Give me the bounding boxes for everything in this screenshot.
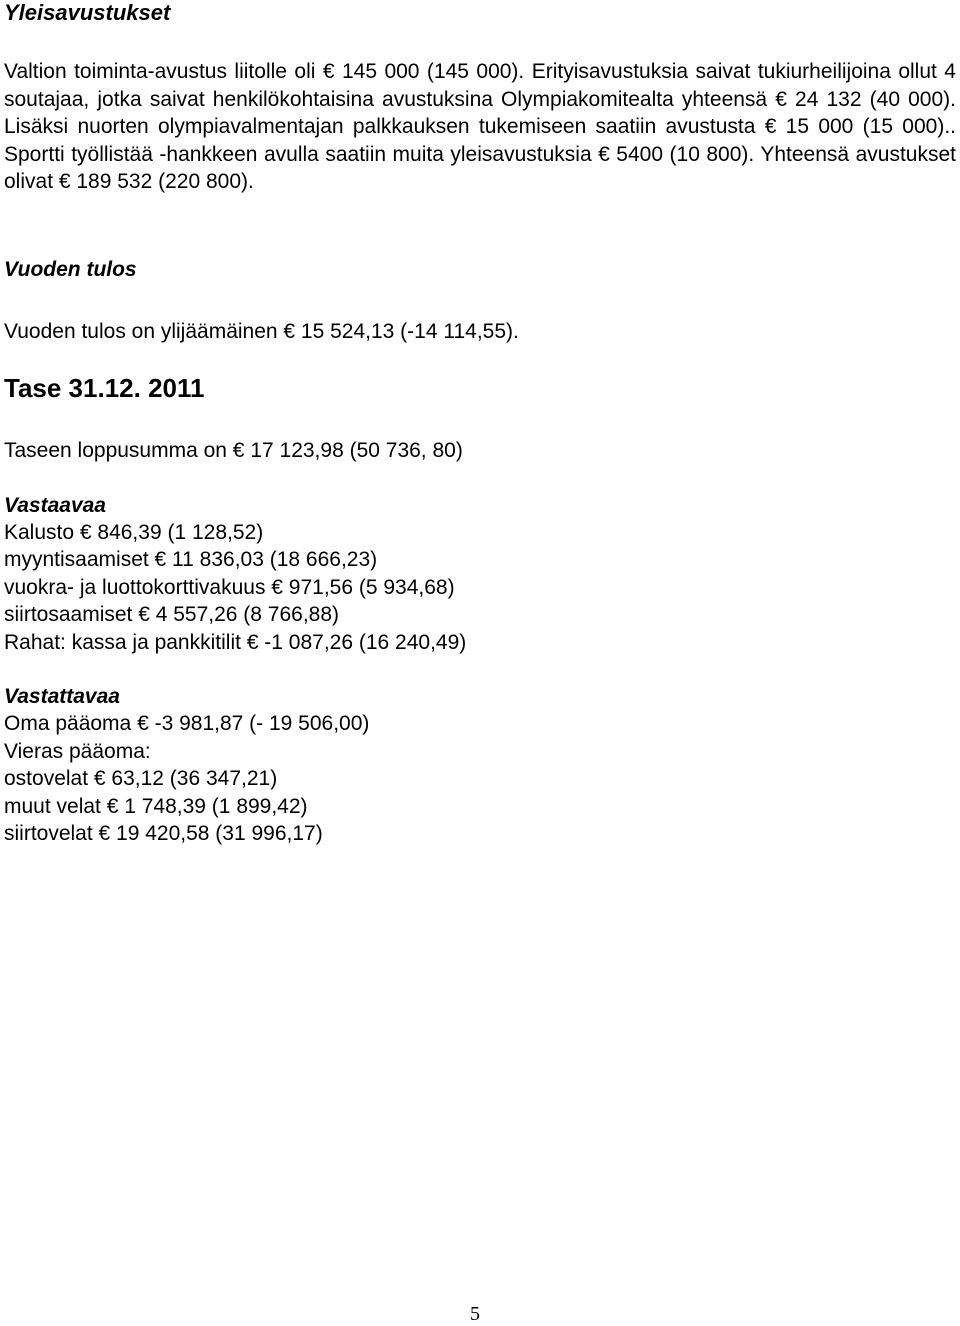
list-item-vastaavaa: Rahat: kassa ja pankkitilit € -1 087,26 (16 240,49) xyxy=(4,631,467,654)
page-number: 5 xyxy=(470,1303,480,1325)
heading-vuoden-tulos: Vuoden tulos xyxy=(4,258,137,281)
text-taseen-loppusumma: Taseen loppusumma on € 17 123,98 (50 736, 80) xyxy=(4,439,463,462)
paragraph-yleisavustukset: Valtion toiminta-avustus liitolle oli € 145 000 (145 000). Erityisavustuksia saivat tukiurheilijoina ollut 4 soutajaa, jotka saivat henkilökohtaisina avustuksina Olympiakomitealta yhteensä € 24 132 (40 000). Lisäksi nuorten olympiavalmentajan palkkauksen tukemiseen saatiin avustusta € 15 000 (15 000).. Sportti työllistää -hankkeen avulla saatiin muita yleisavustuksia € 5400 (10 800). Yhteensä avustukset olivat € 189 532 (220 800). xyxy=(4,60,956,193)
list-item-vastattavaa: siirtovelat € 19 420,58 (31 996,17) xyxy=(4,822,323,845)
heading-vastaavaa: Vastaavaa xyxy=(4,494,106,517)
list-item-vastattavaa: ostovelat € 63,12 (36 347,21) xyxy=(4,767,278,790)
heading-yleisavustukset: Yleisavustukset xyxy=(4,0,171,25)
list-item-vastaavaa: vuokra- ja luottokorttivakuus € 971,56 (5 934,68) xyxy=(4,576,455,599)
list-item-vastattavaa: Oma pääoma € -3 981,87 (- 19 506,00) xyxy=(4,712,370,735)
list-item-vastaavaa: myyntisaamiset € 11 836,03 (18 666,23) xyxy=(4,548,378,571)
heading-tase: Tase 31.12. 2011 xyxy=(4,373,205,403)
text-vuoden-tulos: Vuoden tulos on ylijäämäinen € 15 524,13 (-14 114,55). xyxy=(4,320,519,343)
heading-vastattavaa: Vastattavaa xyxy=(4,685,120,708)
list-item-vastattavaa: muut velat € 1 748,39 (1 899,42) xyxy=(4,795,308,818)
list-item-vastaavaa: Kalusto € 846,39 (1 128,52) xyxy=(4,521,264,544)
list-item-vastattavaa: Vieras pääoma: xyxy=(4,740,151,763)
list-item-vastaavaa: siirtosaamiset € 4 557,26 (8 766,88) xyxy=(4,603,340,626)
